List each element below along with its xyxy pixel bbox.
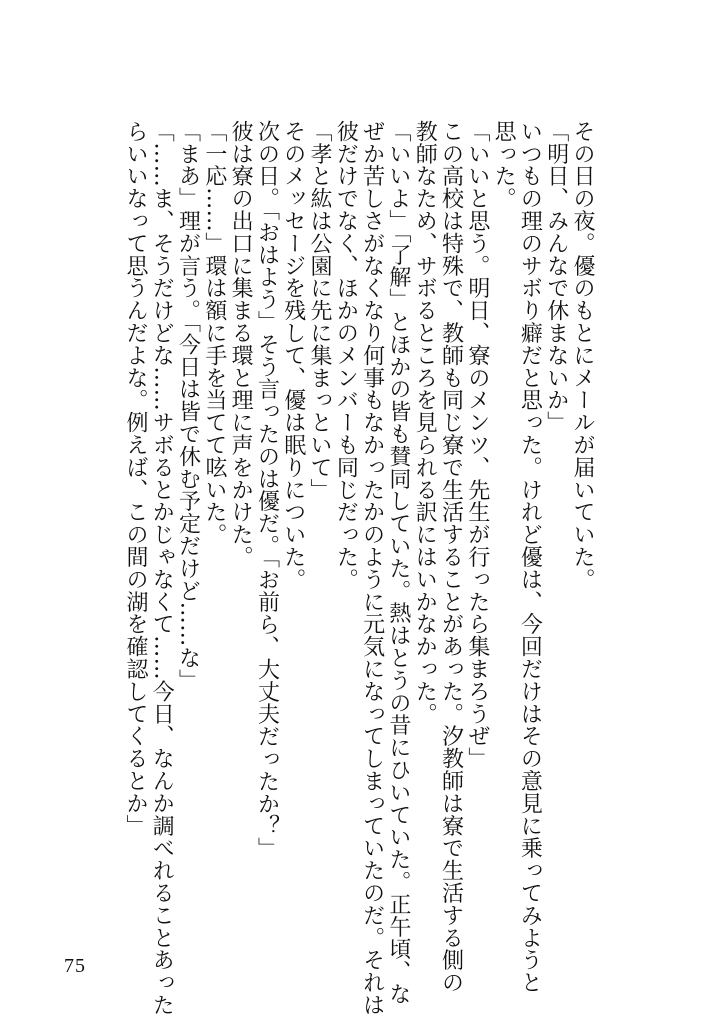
text-line: ぜか苦しさがなくなり何事もなかったかのように元気になってしまっていたのだ。それは bbox=[359, 120, 385, 1016]
text-line: 「いいよ」「了解」とほかの皆も賛同していた。熱はとうの昔にひいていた。正午頃、な bbox=[385, 120, 411, 1005]
text-line: その日の夜。優のもとにメールが届いていた。 bbox=[570, 120, 595, 591]
text-line: 「いいと思う。明日、寮のメンツ、先生が行ったら集まろうぜ」 bbox=[464, 120, 490, 770]
text-line: 教師なため、サボるところを見られる訳にはいかなかった。 bbox=[412, 120, 438, 725]
text-line: 彼は寮の出口に集まる環と理に声をかけた。 bbox=[228, 120, 254, 568]
text-line: 「まあ」理が言う。「今日は皆で休む予定だけど……な」 bbox=[175, 120, 201, 692]
text-line: 「明日、みんなで休まないか」 bbox=[543, 120, 569, 434]
text-line: 「一応……」環は額に手を当てて呟いた。 bbox=[201, 120, 227, 546]
text-line: 「……ま、そうだけどな……サボるとかじゃなくて……今日、なんか調べれることあった bbox=[149, 120, 175, 1016]
text-line: 「孝と紘は公園に先に集まっといて」 bbox=[307, 120, 333, 501]
text-line: 彼だけでなく、ほかのメンバーも同じだった。 bbox=[333, 120, 359, 591]
text-line: らいいなって思うんだよな。例えば、この間の湖を確認してくるとか」 bbox=[122, 120, 148, 837]
text-line: いつもの理のサボり癖だと思った。けれど優は、今回だけはその意見に乗ってみようと bbox=[517, 120, 543, 994]
text-line: そのメッセージを残して、優は眠りについた。 bbox=[280, 120, 306, 591]
page-number: 75 bbox=[64, 955, 86, 977]
text-line: 思った。 bbox=[491, 120, 517, 210]
vertical-text-block bbox=[122, 120, 595, 1016]
text-line: この高校は特殊で、教師も同じ寮で生活することがあった。汐教師は寮で生活する側の bbox=[438, 120, 464, 994]
text-line: 次の日。「おはよう」そう言ったのは優だ。「お前ら、大丈夫だったか？」 bbox=[254, 120, 280, 860]
